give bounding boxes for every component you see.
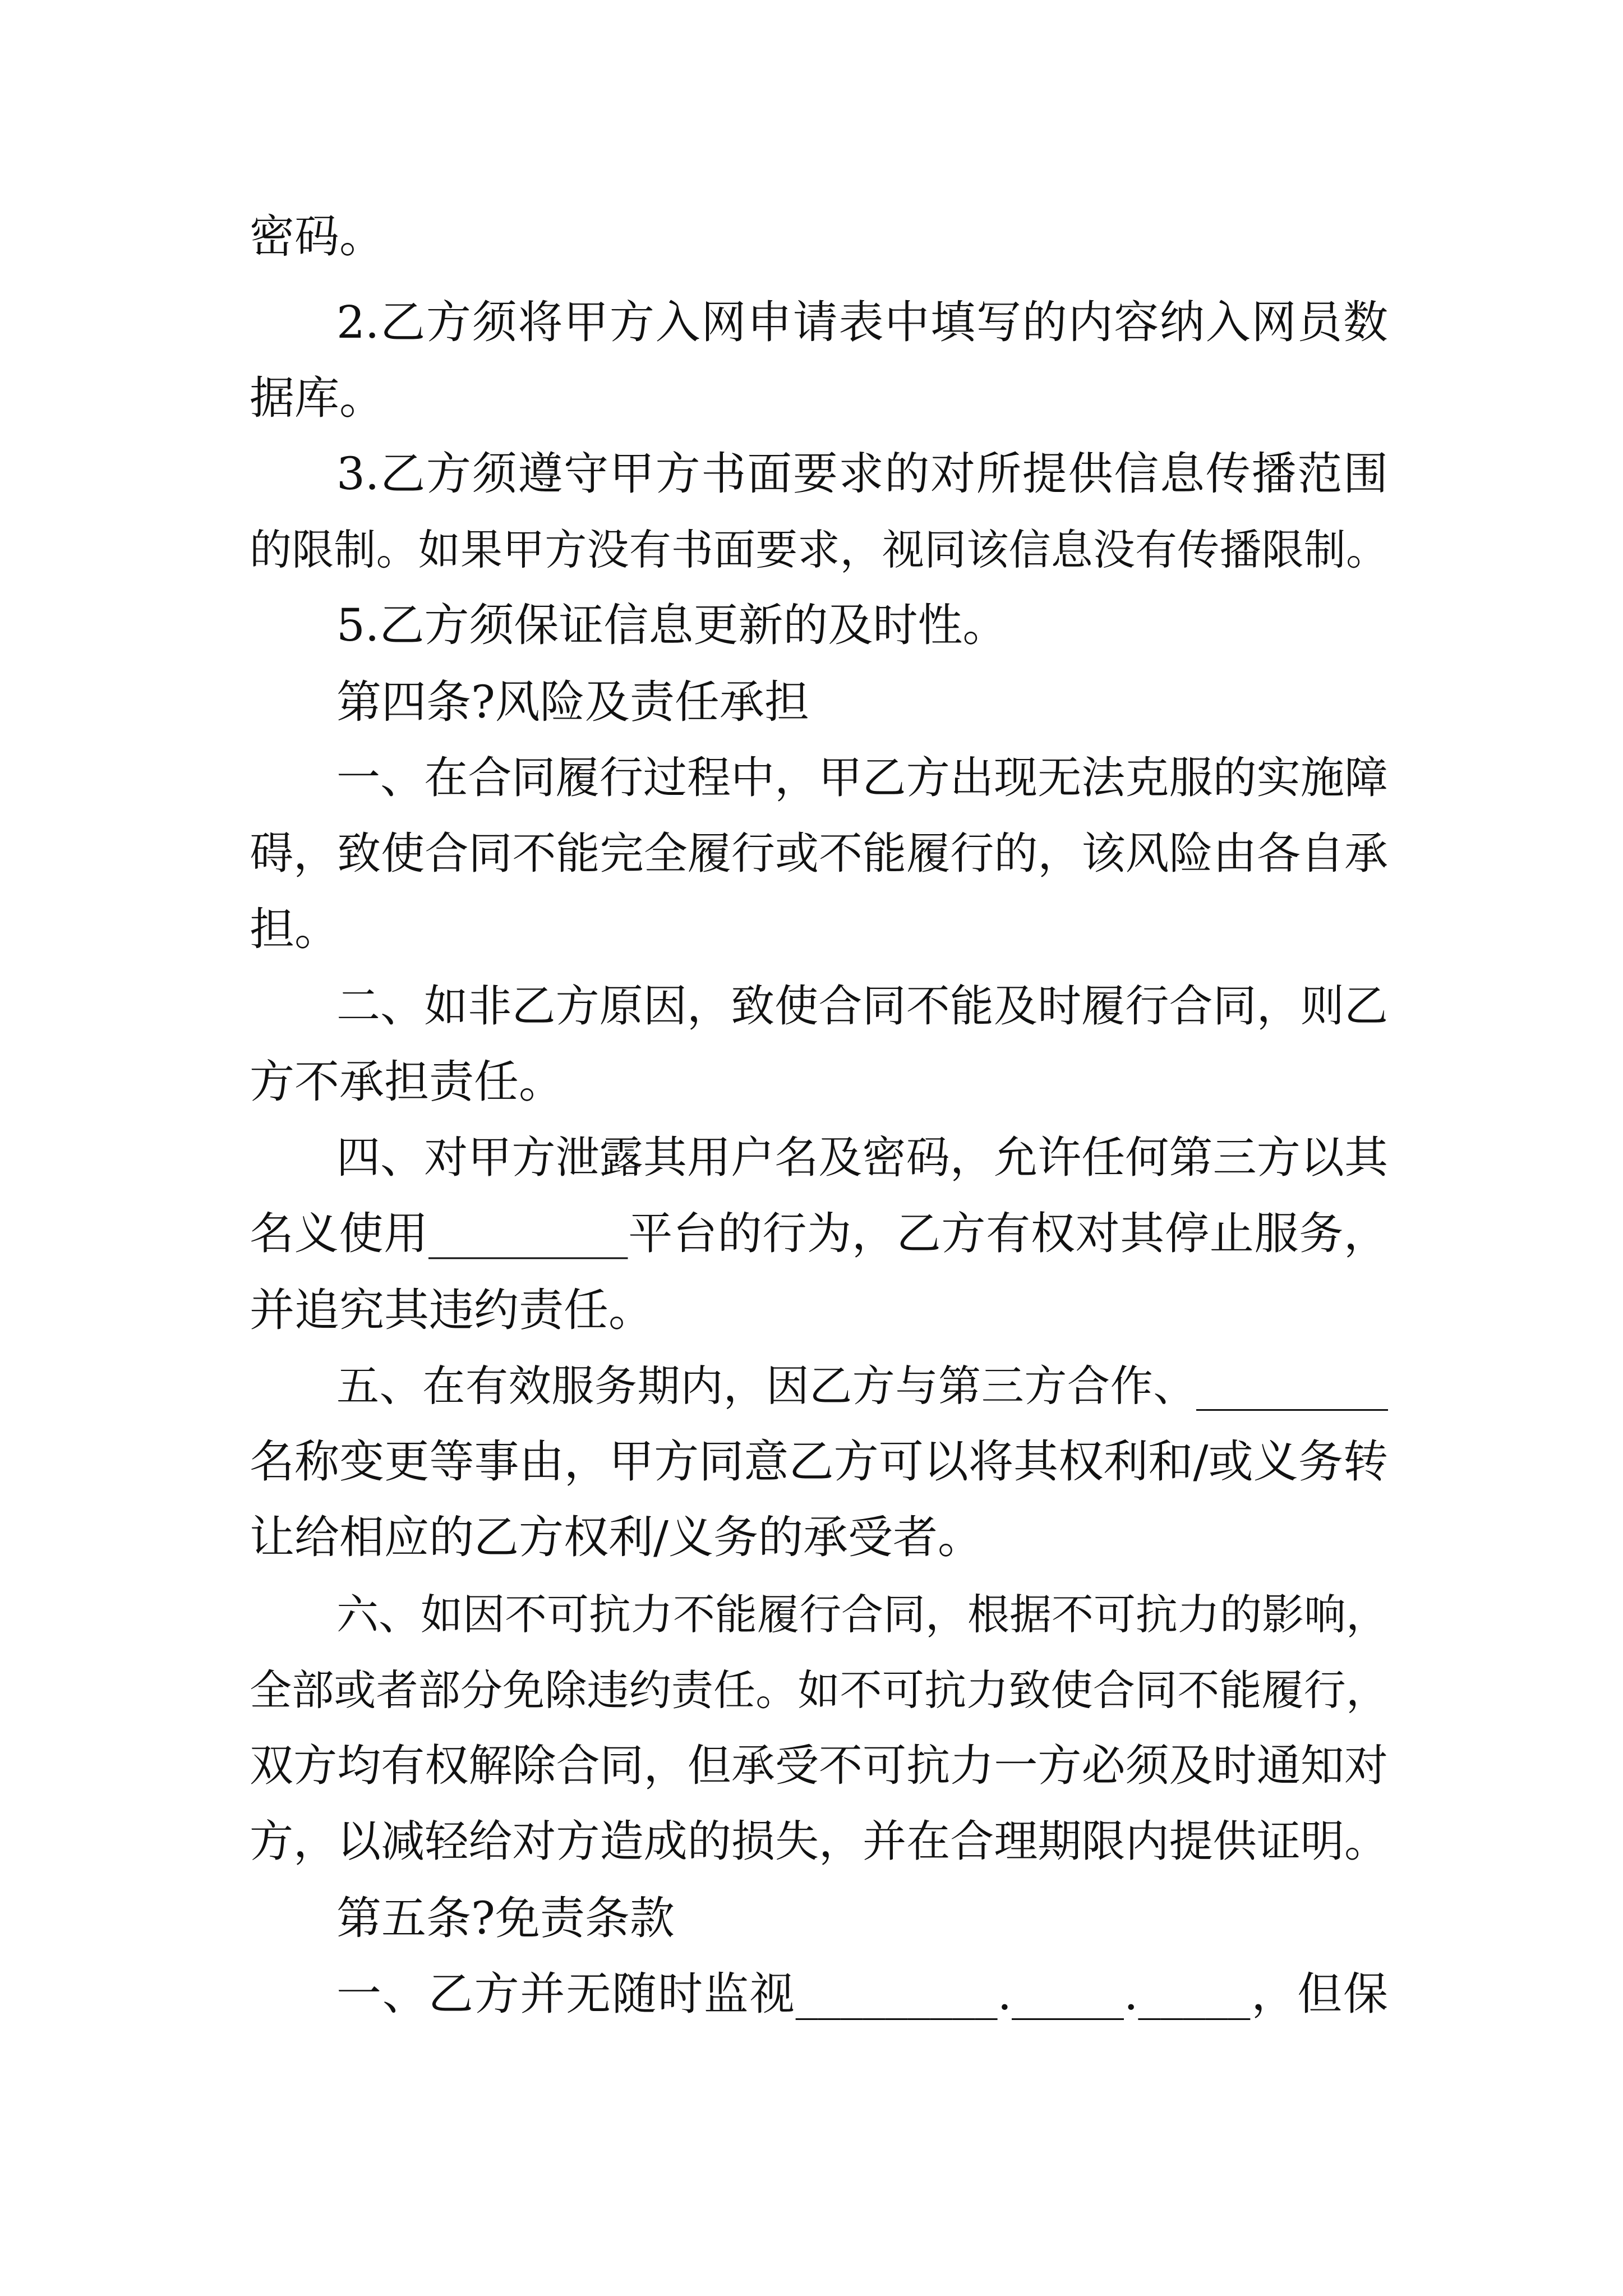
text-line: 一、乙方并无随时监视_________._____._____，但保 — [336, 1968, 1388, 2020]
text-line: 5.乙方须保证信息更新的及时性。 — [336, 599, 1008, 651]
text-line: 碍，致使合同不能完全履行或不能履行的，该风险由各自承 — [250, 829, 1388, 879]
text-line: 二、如非乙方原因，致使合同不能及时履行合同，则乙 — [336, 981, 1388, 1032]
text-line: 2.乙方须将甲方入网申请表中填写的内容纳入网员数 — [336, 296, 1388, 348]
text-line: 并追究其违约责任。 — [250, 1284, 653, 1336]
text-line: 全部或者部分免除违约责任。如不可抗力致使合同不能履行， — [250, 1665, 1388, 1715]
text-line: 据库。 — [250, 372, 384, 424]
text-line: 方不承担责任。 — [250, 1056, 564, 1108]
text-line: 的限制。如果甲方没有书面要求，视同该信息没有传播限制。 — [250, 525, 1388, 574]
text-line: 名义使用_________平台的行为，乙方有权对其停止服务， — [250, 1208, 1388, 1259]
text-line: 四、对甲方泄露其用户名及密码，允许任何第三方以其 — [336, 1133, 1388, 1183]
text-line: 六、如因不可抗力不能履行合同，根据不可抗力的影响， — [336, 1590, 1389, 1639]
text-line: 双方均有权解除合同，但承受不可抗力一方必须及时通知对 — [250, 1741, 1388, 1791]
text-line: 3.乙方须遵守甲方书面要求的对所提供信息传播范围 — [336, 448, 1388, 500]
text-line: 五、在有效服务期内，因乙方与第三方合作、_________ — [336, 1361, 1388, 1411]
text-line: 一、在合同履行过程中，甲乙方出现无法克服的实施障 — [336, 753, 1388, 803]
text-line: 担。 — [250, 903, 339, 955]
text-line: 名称变更等事由，甲方同意乙方可以将其权利和/或义务转 — [250, 1435, 1388, 1488]
text-line: 密码。 — [250, 210, 384, 263]
text-line: 让给相应的乙方权利/义务的承受者。 — [250, 1511, 983, 1563]
section-heading: 第四条?风险及责任承担 — [336, 676, 809, 728]
section-heading: 第五条?免责条款 — [336, 1892, 675, 1944]
text-line: 方，以减轻给对方造成的损失，并在合理期限内提供证明。 — [250, 1816, 1388, 1867]
